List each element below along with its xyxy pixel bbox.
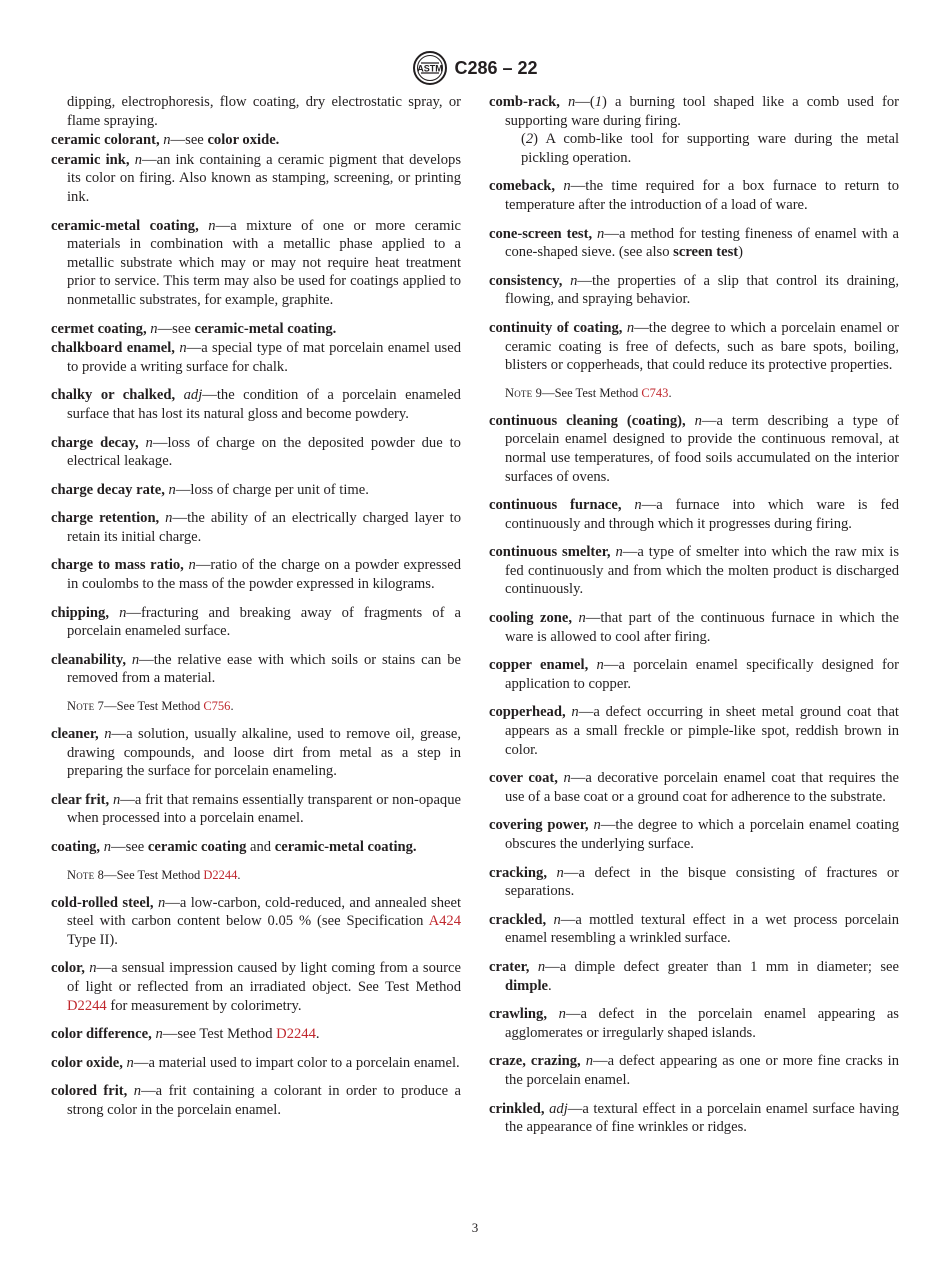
part-of-speech: n: [165, 510, 173, 527]
term: charge to mass ratio,: [51, 557, 184, 574]
definition-entry: [489, 656, 899, 693]
definition-entry: [51, 434, 461, 471]
definition-text: ) a burning tool shaped like a comb used for supporting ware during firing.: [505, 94, 899, 129]
definition-text: —a mixture of one or more ceramic materials in combination with a metallic phase applied to a metallic substrate which may or may not require heat treatment prior to service. This term may also be used for coatings applied to nonmetallic substrates, for example, graphite.: [67, 217, 461, 308]
definition-entry: [489, 1100, 899, 1137]
definition-entry: [489, 272, 899, 309]
definition-text: —the condition of a porcelain enameled surface that has lost its natural gloss and become powdery.: [67, 387, 461, 422]
definition-entry: [51, 651, 461, 688]
definition-entry: [51, 1025, 461, 1044]
definition-text: —the degree to which a porcelain enamel or ceramic coating is free of defects, such as bare spots, boiling, blisters or copperheads, that could reduce its protective properties.: [505, 319, 899, 374]
term: charge decay,: [51, 434, 139, 451]
part-of-speech: n: [145, 434, 153, 451]
term: charge decay rate,: [51, 481, 165, 498]
test-method-link[interactable]: C756: [203, 699, 231, 714]
part-of-speech: n: [112, 791, 121, 808]
term: chipping,: [51, 604, 109, 621]
part-of-speech: n: [134, 151, 142, 168]
part-of-speech: n: [553, 911, 561, 928]
definition-entry: [489, 958, 899, 995]
definition-continuation: [51, 93, 461, 130]
part-of-speech: n: [133, 1083, 142, 1100]
part-of-speech: n: [596, 657, 604, 674]
document-id: C286 – 22: [454, 57, 538, 78]
part-of-speech: n: [570, 272, 578, 289]
definition-text: —a defect appearing as one or more fine cracks in the porcelain enamel.: [505, 1053, 900, 1088]
definition-text: —see: [170, 132, 208, 149]
part-of-speech: n: [694, 412, 702, 429]
definition-text: —a mottled textural effect in a wet process porcelain enamel resembling a wrinkled surface.: [505, 911, 899, 947]
term: ceramic colorant,: [51, 132, 160, 149]
part-of-speech: n: [168, 481, 176, 498]
definition-entry: [489, 1005, 899, 1042]
definition-entry: [489, 816, 899, 853]
note-text: —See Test Method: [104, 699, 204, 714]
definition-text: —the degree to which a porcelain enamel coating obscures the underlying surface.: [505, 817, 899, 852]
definition-text: —a frit containing a colorant in order to produce a strong color in the porcelain enamel.: [67, 1083, 461, 1118]
term: cleanability,: [51, 651, 126, 668]
definition-text: and: [246, 839, 275, 855]
note-end: .: [237, 867, 241, 882]
term: cleaner,: [51, 726, 99, 743]
cross-reference: screen test: [673, 244, 739, 261]
cross-reference: ceramic-metal coating.: [274, 839, 417, 855]
right-column: [489, 93, 899, 1147]
standard-link[interactable]: D2244: [276, 1026, 316, 1043]
standard-link[interactable]: D2244: [67, 997, 107, 1014]
part-of-speech: n: [208, 217, 216, 234]
term: copper enamel,: [489, 657, 589, 674]
definition-text: —see Test Method: [162, 1026, 277, 1043]
definition-text: (: [521, 131, 526, 148]
note-end: .: [668, 385, 672, 400]
definition-entry: [489, 93, 899, 167]
definition-text: dipping, electrophoresis, flow coating, dry electrostatic spray, or flame spraying.: [67, 94, 461, 129]
definition-entry: [51, 1082, 461, 1119]
term: covering power,: [489, 817, 589, 834]
term: cone-screen test,: [489, 225, 593, 242]
definition-entry: [51, 894, 461, 950]
definition-text: —the ability of an electrically charged layer to retain its initial charge.: [67, 510, 461, 545]
part-of-speech: n: [155, 1026, 163, 1043]
part-of-speech: adj: [183, 387, 203, 404]
part-of-speech: n: [578, 610, 586, 627]
definition-text: —the time required for a box furnace to return to temperature after the introduction of a load of ware.: [505, 178, 899, 213]
term: craze, crazing,: [489, 1053, 581, 1070]
note-end: .: [230, 699, 234, 714]
term: comb-rack,: [489, 94, 560, 110]
term: color oxide,: [51, 1054, 123, 1071]
definition-text: —a method for testing fineness of enamel with a cone-shaped sieve. (see also: [505, 225, 900, 261]
part-of-speech: n: [615, 544, 623, 561]
note-label: Note 7: [67, 699, 105, 714]
definition-text: —(: [575, 94, 595, 110]
standard-link[interactable]: A424: [428, 913, 461, 930]
term: coating,: [51, 839, 101, 855]
definition-text: —the properties of a slip that control its draining, flowing, and spraying behavior.: [505, 272, 899, 308]
sense-number: 1: [594, 94, 603, 110]
part-of-speech: n: [163, 132, 171, 149]
term: cover coat,: [489, 770, 558, 787]
part-of-speech: n: [150, 320, 158, 337]
term: cold-rolled steel,: [51, 894, 154, 911]
definition-entry: [51, 217, 461, 310]
note-text: —See Test Method: [104, 867, 204, 882]
part-of-speech: n: [563, 770, 571, 787]
term: color difference,: [51, 1026, 152, 1043]
definition-text: for measurement by colorimetry.: [106, 997, 302, 1014]
left-column: [51, 93, 461, 1130]
definition-entry: [51, 1054, 461, 1073]
definition-entry: [489, 769, 899, 806]
definition-text: .: [315, 1026, 320, 1043]
definition-entry: [489, 412, 899, 486]
term: consistency,: [489, 272, 563, 289]
definition-entry: [489, 225, 899, 262]
part-of-speech: n: [634, 497, 642, 514]
page-number: 3: [471, 1220, 479, 1235]
note-text: —See Test Method: [542, 385, 642, 400]
definition-text: —a solution, usually alkaline, used to remove oil, grease, drawing compounds, and loose dirt from metal as a step in preparing the surface for porcelain enameling.: [67, 726, 461, 780]
term: crackled,: [489, 911, 547, 928]
part-of-speech: n: [571, 704, 579, 721]
definition-entry: [51, 791, 461, 828]
part-of-speech: n: [563, 178, 571, 195]
definition-text: —fracturing and breaking away of fragments of a porcelain enameled surface.: [67, 604, 461, 640]
definition-text: —that part of the continuous furnace in which the ware is allowed to cool after firing.: [505, 610, 899, 645]
term: ceramic-metal coating,: [51, 217, 199, 234]
definition-entry: [489, 609, 899, 646]
definition-entry: [51, 320, 461, 339]
definition-text: Type II).: [67, 931, 118, 948]
term: colored frit,: [51, 1083, 128, 1100]
part-of-speech: adj: [549, 1100, 568, 1117]
part-of-speech: n: [188, 557, 196, 574]
definition-entry: [51, 481, 461, 500]
note: [505, 385, 899, 401]
term: ceramic ink,: [51, 151, 130, 168]
term: comeback,: [489, 178, 556, 195]
part-of-speech: n: [556, 864, 564, 881]
part-of-speech: n: [585, 1053, 594, 1070]
term: color,: [51, 960, 85, 977]
term: cermet coating,: [51, 320, 147, 337]
definition-text: —see: [111, 839, 148, 855]
definition-entry: [51, 386, 461, 423]
part-of-speech: n: [567, 94, 576, 110]
definition-text: ): [738, 244, 744, 261]
definition-text: —loss of charge per unit of time.: [175, 481, 369, 498]
definition-text: —a frit that remains essentially transparent or non-opaque when processed into a porcelain enamel.: [67, 791, 461, 827]
definition-text: —a decorative porcelain enamel coat that requires the use of a base coat or a ground coat for adherence to the substrate.: [505, 770, 899, 805]
part-of-speech: n: [103, 839, 112, 855]
note-label: Note 9: [505, 385, 543, 400]
term: chalky or chalked,: [51, 387, 176, 404]
term: continuity of coating,: [489, 319, 623, 336]
term: clear frit,: [51, 791, 110, 808]
definition-text: ) A comb-like tool for supporting ware during the metal pickling operation.: [521, 131, 899, 166]
part-of-speech: n: [597, 225, 605, 242]
definition-text: .: [547, 977, 552, 994]
definition-text: —a material used to impart color to a porcelain enamel.: [133, 1054, 460, 1071]
definition-entry: [51, 725, 461, 781]
part-of-speech: n: [89, 960, 97, 977]
cross-reference: ceramic coating: [147, 839, 247, 855]
definition-text: —a term describing a type of porcelain enamel designed to provide the continuous removal, at normal use temperatures, of food soils accumulated on the interior surfaces of ovens.: [505, 412, 899, 485]
definition-text: —a low-carbon, cold-reduced, and annealed sheet steel with carbon content below 0.05 % (see Specification: [67, 894, 461, 930]
term: crater,: [489, 958, 530, 975]
definition-entry: [51, 959, 461, 1015]
part-of-speech: n: [626, 319, 635, 336]
term: continuous smelter,: [489, 544, 611, 561]
definition-text: —loss of charge on the deposited powder due to electrical leakage.: [67, 434, 461, 470]
term: copperhead,: [489, 704, 566, 721]
definition-entry: [489, 1052, 899, 1089]
definition-text: —a sensual impression caused by light coming from a source of light or reflected from an irradiated object. See Test Method: [67, 960, 461, 995]
second-sense: [505, 130, 899, 167]
definition-text: —a defect in the porcelain enamel appearing as agglomerates or irregularly shaped islands.: [505, 1006, 899, 1041]
note-label: Note 8: [67, 867, 105, 882]
definition-entry: [489, 911, 899, 948]
term: continuous furnace,: [489, 497, 622, 514]
note: [67, 867, 461, 883]
definition-entry: [489, 177, 899, 214]
definition-entry: [51, 509, 461, 546]
part-of-speech: n: [119, 604, 127, 621]
definition-entry: [489, 864, 899, 901]
definition-entry: [51, 339, 461, 376]
definition-text: —a dimple defect greater than 1 mm in diameter; see: [545, 958, 899, 975]
part-of-speech: n: [558, 1006, 566, 1023]
part-of-speech: n: [126, 1054, 134, 1071]
term: continuous cleaning (coating),: [489, 412, 686, 429]
definition-text: —a textural effect in a porcelain enamel surface having the appearance of fine wrinkles or ridges.: [505, 1100, 899, 1136]
definition-entry: [489, 319, 899, 375]
cross-reference: dimple: [505, 977, 548, 994]
definition-text: —a furnace into which ware is fed continuously and through which it progresses during firing.: [505, 497, 899, 532]
note: [67, 698, 461, 714]
term: chalkboard enamel,: [51, 340, 175, 357]
definition-entry: [51, 604, 461, 641]
part-of-speech: n: [157, 894, 166, 911]
part-of-speech: n: [179, 340, 187, 357]
definition-text: —a defect in the bisque consisting of fractures or separations.: [505, 864, 899, 900]
sense-number: 2: [525, 131, 534, 148]
term: crawling,: [489, 1006, 547, 1023]
definition-text: —ratio of the charge on a powder expressed in coulombs to the mass of the powder expressed in kilograms.: [67, 557, 461, 593]
definition-entry: [489, 703, 899, 759]
definition-text: —a special type of mat porcelain enamel used to provide a writing surface for chalk.: [67, 340, 461, 375]
cross-reference: ceramic-metal coating.: [194, 320, 337, 337]
term: charge retention,: [51, 510, 160, 527]
test-method-link[interactable]: C743: [641, 385, 669, 400]
definition-entry: [51, 131, 461, 150]
astm-logo-icon: [412, 50, 448, 86]
page-header: [0, 50, 950, 86]
logo-text: ASTM: [417, 63, 444, 74]
definition-text: —a type of smelter into which the raw mix is fed continuously and from which the molten product is discharged continuously.: [505, 544, 899, 598]
definition-entry: [51, 151, 461, 207]
term: cracking,: [489, 864, 547, 881]
term: crinkled,: [489, 1100, 545, 1117]
definition-entry: [489, 543, 899, 599]
definition-entry: [51, 838, 461, 857]
part-of-speech: n: [593, 817, 601, 834]
definition-text: —the relative ease with which soils or stains can be removed from a material.: [67, 651, 461, 687]
cross-reference: color oxide.: [207, 132, 280, 149]
definition-text: —see: [157, 320, 195, 337]
part-of-speech: n: [104, 726, 112, 743]
definition-text: —an ink containing a ceramic pigment that develops its color on firing. Also known as stamping, screening, or printing ink.: [67, 151, 461, 205]
definition-entry: [489, 496, 899, 533]
term: cooling zone,: [489, 610, 573, 627]
definition-text: —a defect occurring in sheet metal ground coat that appears as a small freckle or pimple-like spot, reddish brown in color.: [505, 704, 899, 758]
part-of-speech: n: [131, 651, 140, 668]
definition-text: —a porcelain enamel specifically designed for application to copper.: [505, 657, 899, 692]
test-method-link[interactable]: D2244: [203, 867, 238, 882]
definition-entry: [51, 556, 461, 593]
part-of-speech: n: [537, 958, 546, 975]
